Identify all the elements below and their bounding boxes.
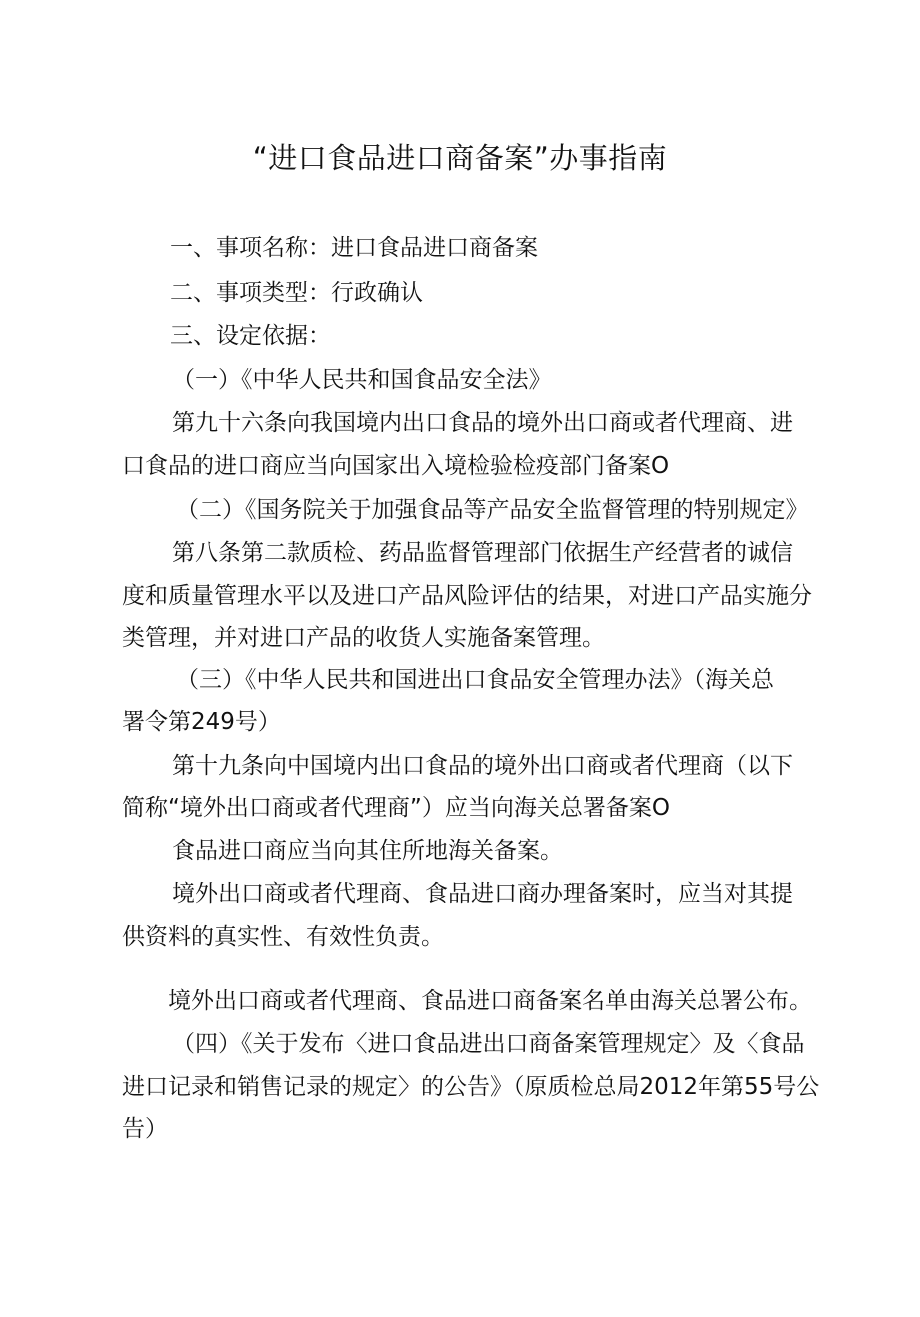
basis-2-text-line: 第八条第二款质检、药品监督管理部门依据生产经营者的诚信 bbox=[172, 540, 793, 566]
basis-3-text-line: 食品进口商应当向其住所地海关备案。 bbox=[172, 838, 563, 864]
basis-3-heading-line: （三）《中华人民共和国进出口食品安全管理办法》（海关总 bbox=[176, 667, 774, 693]
basis-4-heading-line: （四）《关于发布〈进口食品进出口商备案管理规定〉及〈食品 bbox=[172, 1031, 805, 1057]
document-title: “进口食品进口商备案”办事指南 bbox=[252, 141, 668, 175]
basis-2-text-line: 类管理，并对进口产品的收货人实施备案管理。 bbox=[122, 625, 605, 651]
basis-3-text-line: 境外出口商或者代理商、食品进口商办理备案时，应当对其提 bbox=[172, 881, 793, 907]
basis-2-heading: （二）《国务院关于加强食品等产品安全监督管理的特别规定》 bbox=[176, 497, 809, 523]
basis-3-text-line: 简称“境外出口商或者代理商”）应当向海关总署备案O bbox=[122, 795, 670, 821]
basis-3-text-line: 第十九条向中国境内出口食品的境外出口商或者代理商（以下 bbox=[172, 753, 793, 779]
item-type: 二、事项类型：行政确认 bbox=[170, 280, 423, 306]
basis-3-text-line: 境外出口商或者代理商、食品进口商备案名单由海关总署公布。 bbox=[168, 988, 812, 1014]
basis-2-text-line: 度和质量管理水平以及进口产品风险评估的结果，对进口产品实施分 bbox=[122, 583, 812, 609]
basis-1-text-line: 口食品的进口商应当向国家出入境检验检疫部门备案O bbox=[122, 453, 670, 479]
basis-1-text-line: 第九十六条向我国境内出口食品的境外出口商或者代理商、进 bbox=[172, 410, 793, 436]
item-basis: 三、设定依据： bbox=[170, 323, 331, 349]
basis-1-heading: （一）《中华人民共和国食品安全法》 bbox=[172, 367, 552, 393]
basis-4-heading-line: 告） bbox=[122, 1116, 168, 1142]
basis-3-heading-line: 署令第249号） bbox=[122, 709, 281, 735]
item-name: 一、事项名称：进口食品进口商备案 bbox=[170, 235, 538, 261]
basis-4-heading-line: 进口记录和销售记录的规定〉的公告》（原质检总局2012年第55号公 bbox=[122, 1074, 820, 1100]
basis-3-text-line: 供资料的真实性、有效性负责。 bbox=[122, 924, 444, 950]
